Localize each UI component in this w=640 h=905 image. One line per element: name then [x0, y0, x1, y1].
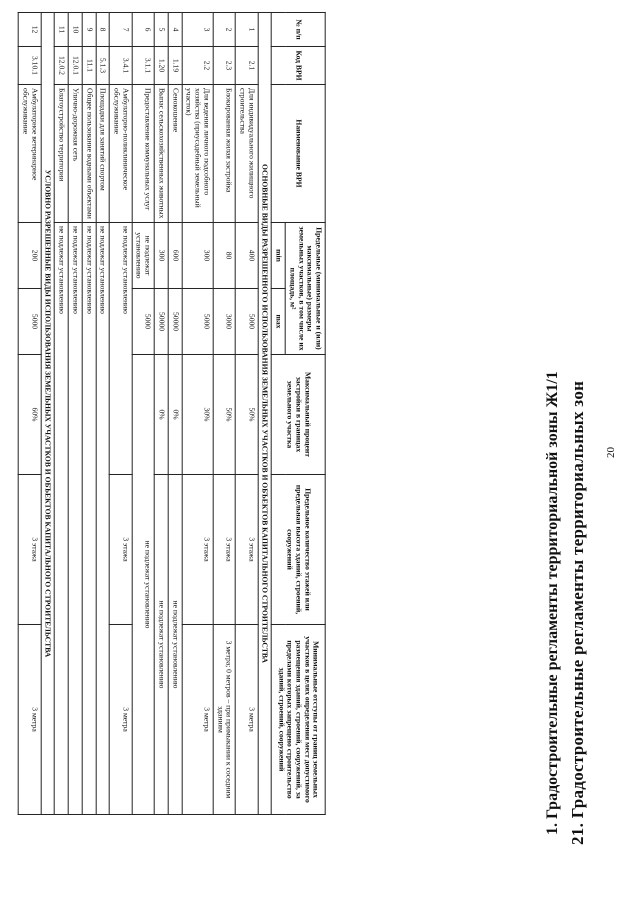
cell-setback: 3 метра: [235, 625, 257, 815]
table-row: [132, 12, 154, 814]
table-row: [154, 12, 168, 814]
cell-percent: 0%: [168, 355, 182, 475]
cell-min: 300: [182, 222, 213, 288]
header-num: № п/п: [272, 12, 326, 46]
cell-name: Предоставление коммунальных услуг: [132, 84, 154, 222]
header-setback: Минимальные отступы от границ земельных участков в целях определения мест допустимого размещения зданий, строений, сооружений, за пределами которых запрещено строительство зданий, строений, сооружений: [272, 625, 326, 815]
cell-max: 5000: [235, 288, 257, 354]
cell-num: 7: [110, 12, 132, 46]
cell-all-params: не подлежат установлению: [82, 222, 96, 814]
cell-percent: 50%: [213, 355, 235, 475]
cell-num: 8: [96, 12, 110, 46]
cell-min: 200: [19, 222, 41, 288]
cell-percent: 30%: [182, 355, 213, 475]
cell-name: Сенокошение: [168, 84, 182, 222]
cell-name: Блокированная жилая застройка: [213, 84, 235, 222]
table-row: [82, 12, 96, 814]
cell-num: 10: [68, 12, 82, 46]
table-row: [96, 12, 110, 814]
cell-setback: 3 метра: [110, 625, 132, 815]
cell-min: [132, 222, 154, 288]
cell-num: 5: [154, 12, 168, 46]
cell-num: 9: [82, 12, 96, 46]
cell-percent: 0%: [154, 355, 168, 475]
cell-num: 11: [55, 12, 69, 46]
cell-name: Амбулаторное ветеринарное обслуживание: [19, 84, 41, 222]
cell-num: 4: [168, 12, 182, 46]
min-not-set-a: не подлежат: [143, 235, 153, 276]
cell-name: Для индивидуального жилищного строительства: [235, 84, 257, 222]
cell-all-params: не подлежат установлению: [55, 222, 69, 814]
cell-percent: 50%: [235, 355, 257, 475]
cell-num: 2: [213, 12, 235, 46]
cell-code: 11.1: [82, 46, 96, 84]
page-number: 20: [605, 447, 617, 458]
cell-floors-setback: не подлежат установлению: [168, 475, 182, 815]
cell-min: 300: [154, 222, 168, 288]
table-row: [19, 12, 41, 814]
regulations-table: [18, 12, 326, 815]
header-sizes: Предельные (минимальные и (или) максимальные) размеры земельных участков, в том числе их площадь, м²: [285, 222, 325, 354]
header-name: Наименование ВРИ: [272, 84, 326, 222]
cell-min: 400: [235, 222, 257, 288]
cell-floors: 3 этажа: [110, 475, 132, 625]
min-not-set-b: установлению: [135, 232, 145, 279]
header-max: max: [272, 288, 286, 354]
table-row: [110, 12, 132, 814]
table-row: [68, 12, 82, 814]
cell-max: 5000: [19, 288, 41, 354]
cell-max: 50000: [154, 288, 168, 354]
cell-code: 1.19: [168, 46, 182, 84]
table-row: [235, 12, 257, 814]
cell-percent-floors-setback: не подлежат установлению: [132, 355, 154, 815]
table-row: [55, 12, 69, 814]
cell-sizes-percent: не подлежат установлению: [110, 222, 132, 474]
cell-code: 3.4.1: [110, 46, 132, 84]
header-percent: Максимальный процент застройки в границах земельного участка: [272, 355, 326, 475]
cell-floors: 3 этажа: [235, 475, 257, 625]
cell-max: 5000: [132, 288, 154, 354]
section-main-header: ОСНОВНЫЕ ВИДЫ РАЗРЕШЕННОГО ИСПОЛЬЗОВАНИЯ ЗЕМЕЛЬНЫХ УЧАСТКОВ И ОБЪЕКТОВ КАПИТАЛЬНОГО СТРОИТЕЛЬСТВА: [258, 12, 272, 814]
cell-name: Благоустройство территории: [55, 84, 69, 222]
cell-all-params: не подлежат установлению: [68, 222, 82, 814]
cell-floors: 3 этажа: [19, 475, 41, 625]
header-floors: Предельное количество этажей или предельная высота зданий, строений, сооружений: [272, 475, 326, 625]
cell-code: 12.0.2: [55, 46, 69, 84]
chapter-title: 21. Градостроительные регламенты территориальных зон: [568, 380, 587, 845]
cell-num: 3: [182, 12, 213, 46]
cell-code: 1.20: [154, 46, 168, 84]
cell-name: Площадки для занятий спортом: [96, 84, 110, 222]
cell-setback: 3 метра: [19, 625, 41, 815]
cell-code: 2.1: [235, 46, 257, 84]
cell-name: Выпас сельскохозяйственных животных: [154, 84, 168, 222]
cell-name: Амбулаторно-поликлиническое обслуживание: [110, 84, 132, 222]
cell-code: 3.1.1: [132, 46, 154, 84]
cell-max: 5000: [182, 288, 213, 354]
cell-percent: 60%: [19, 355, 41, 475]
cell-num: 1: [235, 12, 257, 46]
cell-code: 2.2: [182, 46, 213, 84]
cell-name: Общее пользование водными объектами: [82, 84, 96, 222]
table-row: [182, 12, 213, 814]
cell-code: 12.0.1: [68, 46, 82, 84]
cell-num: 12: [19, 12, 41, 46]
cell-min: 600: [168, 222, 182, 288]
cell-code: 5.1.3: [96, 46, 110, 84]
cell-floors: 3 этажа: [213, 475, 235, 625]
cell-min: 80: [213, 222, 235, 288]
cell-all-params: не подлежат установлению: [96, 222, 110, 814]
cell-num: 6: [132, 12, 154, 46]
cell-code: 2.3: [213, 46, 235, 84]
cell-code: 3.10.1: [19, 46, 41, 84]
table-row: [213, 12, 235, 814]
cell-floors-setback: не подлежат установлению: [154, 475, 168, 815]
table-row: [168, 12, 182, 814]
cell-floors: 3 этажа: [182, 475, 213, 625]
cell-name: Улично-дорожная сеть: [68, 84, 82, 222]
cell-setback: 3 метра: [182, 625, 213, 815]
cell-name: Для ведения личного подсобного хозяйства (приусадебный земельный участок): [182, 84, 213, 222]
cell-max: 3000: [213, 288, 235, 354]
section-title: 1. Градостроительные регламенты территориальной зоны Ж1/1: [544, 371, 561, 835]
cell-max: 50000: [168, 288, 182, 354]
cell-setback: 3 метра; 0 метров – при примыкании к соседним зданиям: [213, 625, 235, 815]
header-min: min: [272, 222, 286, 288]
header-code: Код ВРИ: [272, 46, 326, 84]
section-conditional-header: УСЛОВНО РАЗРЕШЕННЫЕ ВИДЫ ИСПОЛЬЗОВАНИЯ ЗЕМЕЛЬНЫХ УЧАСТКОВ И ОБЪЕКТОВ КАПИТАЛЬНОГО СТРОИТЕЛЬСТВА: [41, 12, 55, 814]
